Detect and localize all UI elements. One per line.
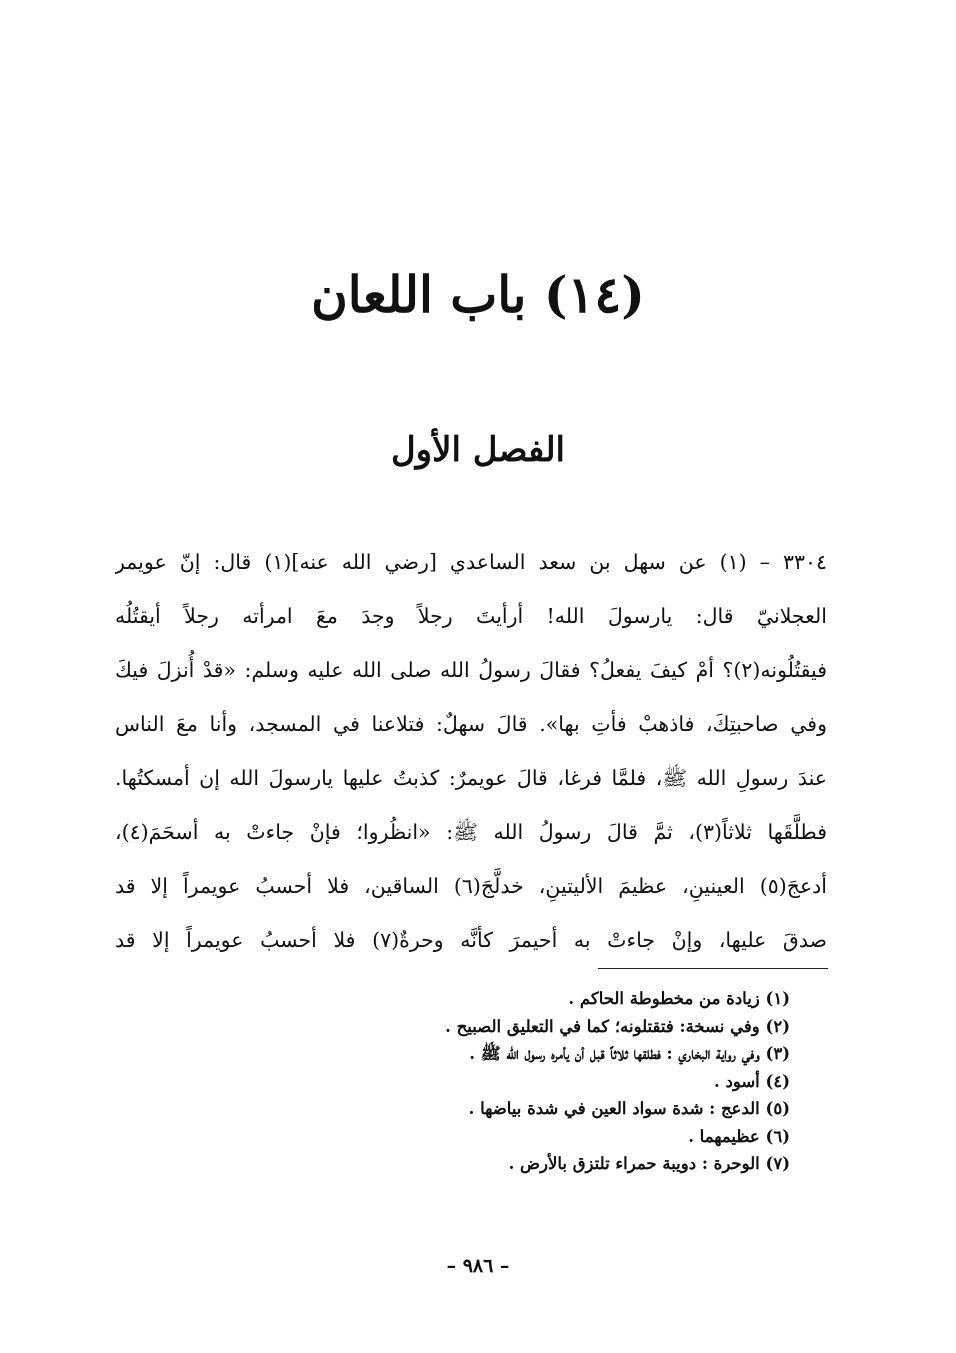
body-line: فيقتُلُونه(٢)؟ أمْ كيفَ يفعلُ؟ فقالَ رسولُ الله صلى الله عليه وسلم: «قدْ أُنزلَ فيكَ xyxy=(115,658,827,682)
footnote-separator xyxy=(598,968,828,969)
footnote-2: (٢) وفي نسخة: فتقتلونه؛ كما في التعليق الصبيح . xyxy=(445,1016,790,1036)
footnote-1: (١) زيادة من مخطوطة الحاكم . xyxy=(568,989,790,1008)
page-number: – ٩٨٦ – xyxy=(446,1255,510,1277)
footnote-4: (٤) أسود . xyxy=(713,1071,790,1091)
footnote-7: (٧) الوحرة : دويبة حمراء تلتزق بالأرض . xyxy=(508,1154,790,1173)
footnote-5: (٥) الدعج : شدة سواد العين في شدة بياضها . xyxy=(468,1099,790,1118)
body-line: صدقَ عليها، وإنْ جاءتْ به أحيمرَ كأنَّه وحرةٌ(٧) فلا أحسبُ عويمراً إلا قد xyxy=(115,928,827,952)
footnote-3: (٣) وفي رواية البخاري : فطلقها ثلاثاً قبل أن يأمره رسول الله ﷺ . xyxy=(469,1044,790,1063)
chapter-title: (١٤) باب اللعان xyxy=(311,265,645,324)
body-line: أدعجَ(٥) العينينِ، عظيمَ الأليتينِ، خدلَّجَ(٦) الساقين، فلا أحسبُ عويمراً إلا قد xyxy=(115,874,827,898)
section-title: الفصل الأول xyxy=(390,430,566,470)
body-line: وفي صاحبتِكَ، فاذهبْ فأتِ بها». قالَ سهلٌ: فتلاعنا في المسجد، وأنا معَ الناس xyxy=(115,712,827,736)
hadith-text xyxy=(115,535,827,967)
footnote-6: (٦) عظيمهما . xyxy=(688,1126,790,1146)
body-line: ٣٣٠٤ – (١) عن سهل بن سعد الساعدي [رضي الله عنه](١) قال: إنّ عويمر xyxy=(115,550,827,574)
body-line: العجلانيّ قال: يارسولَ الله! أرأيتَ رجلاً وجدَ معَ امرأته رجلاً أيقتُلُه xyxy=(115,604,827,628)
body-line: عندَ رسولِ الله ﷺ، فلمَّا فرغا، قالَ عويمرٌ: كذبتُ عليها يارسولَ الله إن أمسكتُها. xyxy=(115,766,827,790)
body-line: فطلَّقَها ثلاثاً(٣)، ثمَّ قالَ رسولُ الله ﷺ: «انظُروا؛ فإنْ جاءتْ به أسحَمَ(٤)، xyxy=(115,820,827,844)
footnotes xyxy=(230,985,790,1178)
